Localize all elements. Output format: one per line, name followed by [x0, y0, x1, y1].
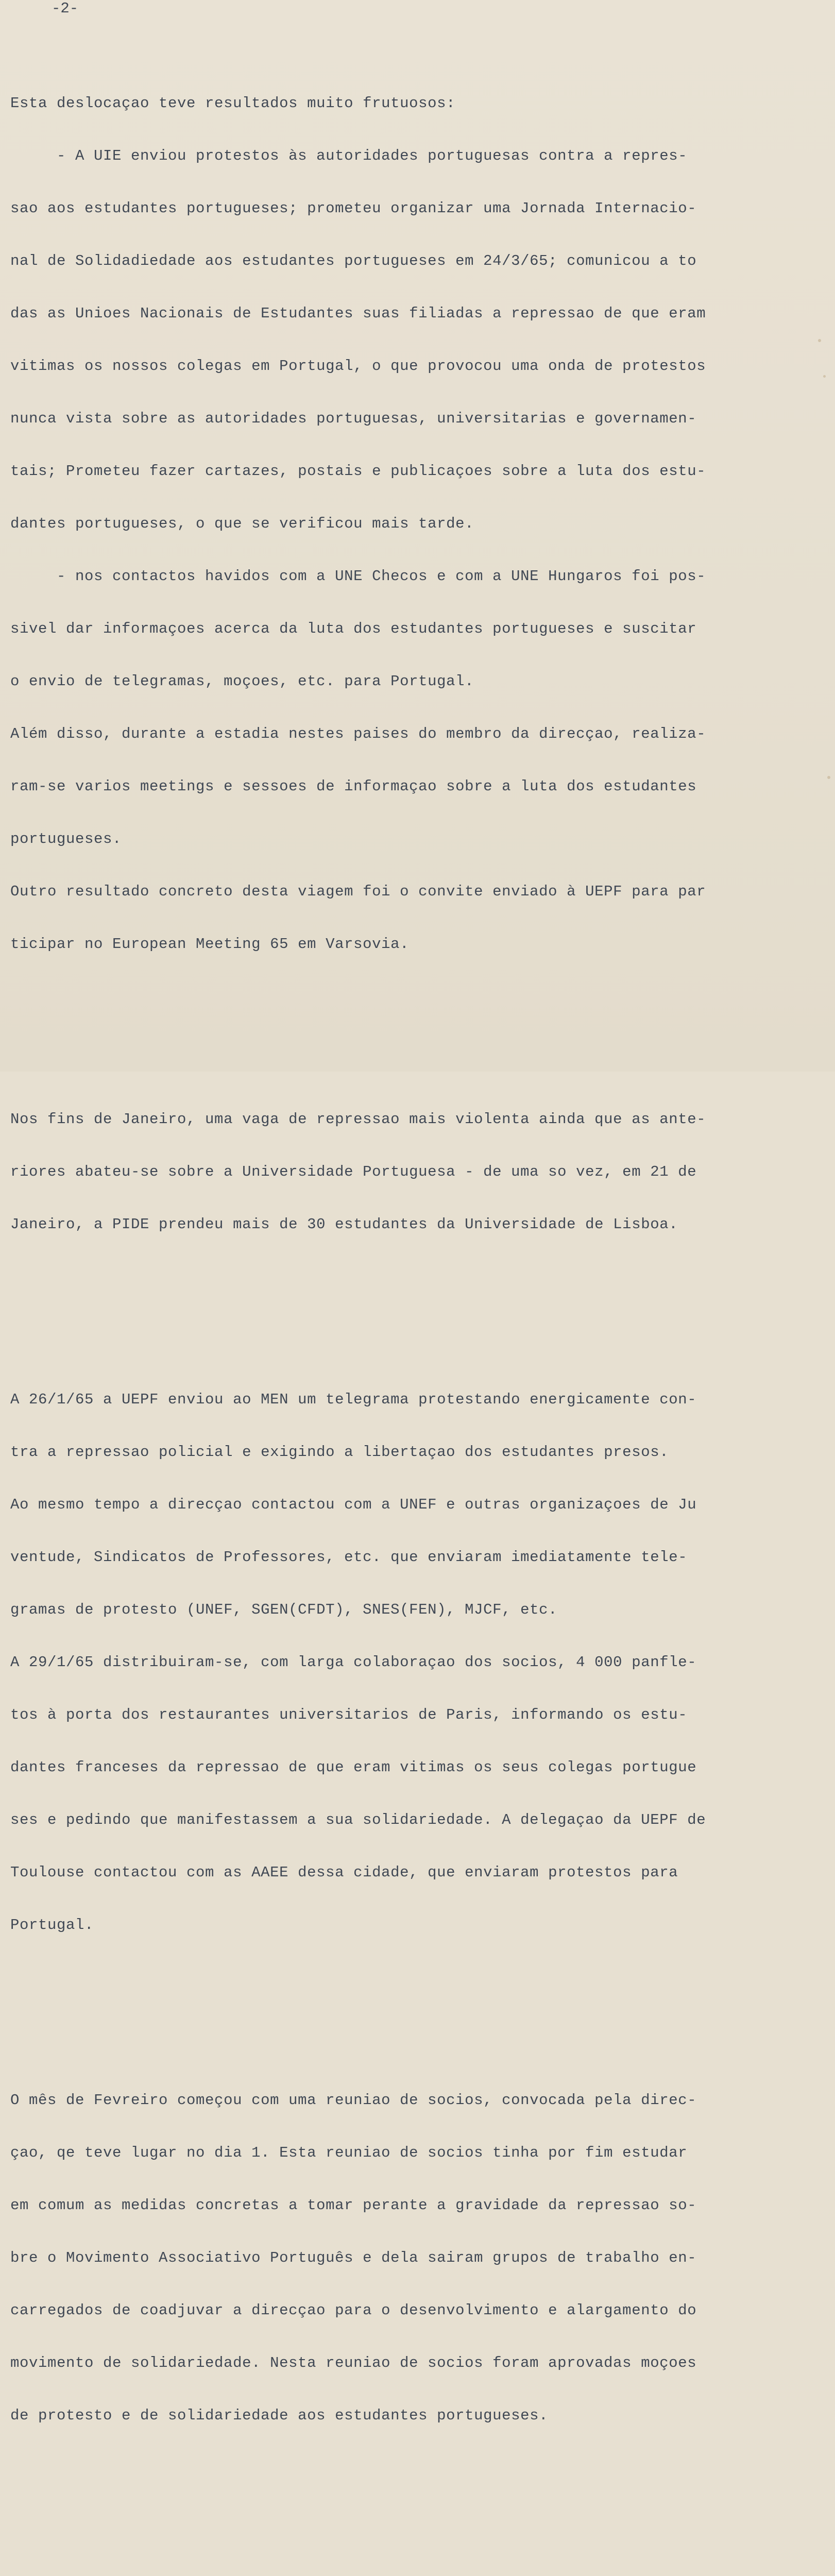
text-line: nal de Solidadiedade aos estudantes portugueses em 24/3/65; comunicou a to — [10, 252, 697, 269]
text-line: vitimas os nossos colegas em Portugal, o que provocou uma onda de protestos — [10, 358, 706, 375]
text-line: ticipar no European Meeting 65 em Varsovia. — [10, 936, 410, 953]
text-line: A 26/1/65 a UEPF enviou ao MEN um telegrama protestando energicamente con- — [10, 1391, 697, 1408]
text-line: dantes franceses da repressao de que eram vitimas os seus colegas portugue — [10, 1759, 697, 1776]
text-line: çao, qe teve lugar no dia 1. Esta reuniao de socios tinha por fim estudar — [10, 2144, 688, 2161]
paragraph-1 — [10, 60, 778, 988]
text-line: portugueses. — [10, 831, 122, 848]
paragraph-3 — [10, 1356, 778, 1969]
paragraph-gap — [10, 1023, 778, 1041]
text-line: riores abateu-se sobre a Universidade Portuguesa - de uma so vez, em 21 de — [10, 1163, 697, 1180]
text-line: gramas de protesto (UNEF, SGEN(CFDT), SNES(FEN), MJCF, etc. — [10, 1601, 558, 1618]
paper-spot — [818, 339, 821, 342]
text-line: Nos fins de Janeiro, uma vaga de repressao mais violenta ainda que as ante- — [10, 1111, 706, 1128]
paper-spot — [823, 375, 826, 378]
text-line: o envio de telegramas, moçoes, etc. para Portugal. — [10, 673, 474, 690]
text-line: em comum as medidas concretas a tomar perante a gravidade da repressao so- — [10, 2197, 697, 2214]
text-line: sao aos estudantes portugueses; prometeu organizar uma Jornada Internacio- — [10, 200, 697, 217]
text-line: nunca vista sobre as autoridades portuguesas, universitarias e governamen- — [10, 410, 697, 427]
paragraph-gap — [10, 2004, 778, 2022]
text-line: - nos contactos havidos com a UNE Checos e com a UNE Hungaros foi pos- — [10, 568, 706, 585]
text-line: dantes portugueses, o que se verificou mais tarde. — [10, 515, 474, 532]
text-line: tos à porta dos restaurantes universitarios de Paris, informando os estu- — [10, 1706, 688, 1723]
text-line: Outro resultado concreto desta viagem foi o convite enviado à UEPF para par — [10, 883, 706, 900]
text-line: tais; Prometeu fazer cartazes, postais e publicaçoes sobre a luta dos estu- — [10, 463, 706, 480]
text-line: das as Unioes Nacionais de Estudantes suas filiadas a repressao de que eram — [10, 305, 706, 322]
text-line: bre o Movimento Associativo Português e dela sairam grupos de trabalho en- — [10, 2249, 697, 2266]
paragraph-gap — [10, 1303, 778, 1321]
text-line: A 29/1/65 distribuiram-se, com larga colaboraçao dos socios, 4 000 panfle- — [10, 1654, 697, 1671]
text-line: ventude, Sindicatos de Professores, etc. que enviaram imediatamente tele- — [10, 1549, 688, 1566]
text-line: Janeiro, a PIDE prendeu mais de 30 estudantes da Universidade de Lisboa. — [10, 1216, 678, 1233]
paragraph-4 — [10, 2057, 778, 2460]
paragraph-gap — [10, 2495, 778, 2512]
text-line: Toulouse contactou com as AAEE dessa cidade, que enviaram protestos para — [10, 1864, 678, 1881]
page-number: -2- — [52, 0, 79, 17]
paragraph-2 — [10, 1076, 778, 1268]
text-line: - A UIE enviou protestos às autoridades portuguesas contra a repres- — [10, 147, 688, 164]
text-line: sivel dar informaçoes acerca da luta dos estudantes portugueses e suscitar — [10, 620, 697, 637]
text-line: ram-se varios meetings e sessoes de informaçao sobre a luta dos estudantes — [10, 778, 697, 795]
document-body — [10, 25, 778, 2576]
text-line: Ao mesmo tempo a direcçao contactou com a UNEF e outras organizaçoes de Ju — [10, 1496, 697, 1513]
text-line: tra a repressao policial e exigindo a libertaçao dos estudantes presos. — [10, 1444, 669, 1461]
text-line: movimento de solidariedade. Nesta reuniao de socios foram aprovadas moçoes — [10, 2354, 697, 2371]
paragraph-5 — [10, 2547, 778, 2576]
text-line: Esta deslocaçao teve resultados muito frutuosos: — [10, 95, 456, 112]
text-line: Além disso, durante a estadia nestes paises do membro da direcçao, realiza- — [10, 725, 706, 742]
text-line: ses e pedindo que manifestassem a sua solidariedade. A delegaçao da UEPF de — [10, 1811, 706, 1828]
text-line: O mês de Fevreiro começou com uma reuniao de socios, convocada pela direc- — [10, 2092, 697, 2109]
text-line: de protesto e de solidariedade aos estudantes portugueses. — [10, 2407, 549, 2424]
paper-spot — [827, 776, 830, 779]
text-line: carregados de coadjuvar a direcçao para o desenvolvimento e alargamento do — [10, 2302, 697, 2319]
text-line: Portugal. — [10, 1917, 94, 1934]
